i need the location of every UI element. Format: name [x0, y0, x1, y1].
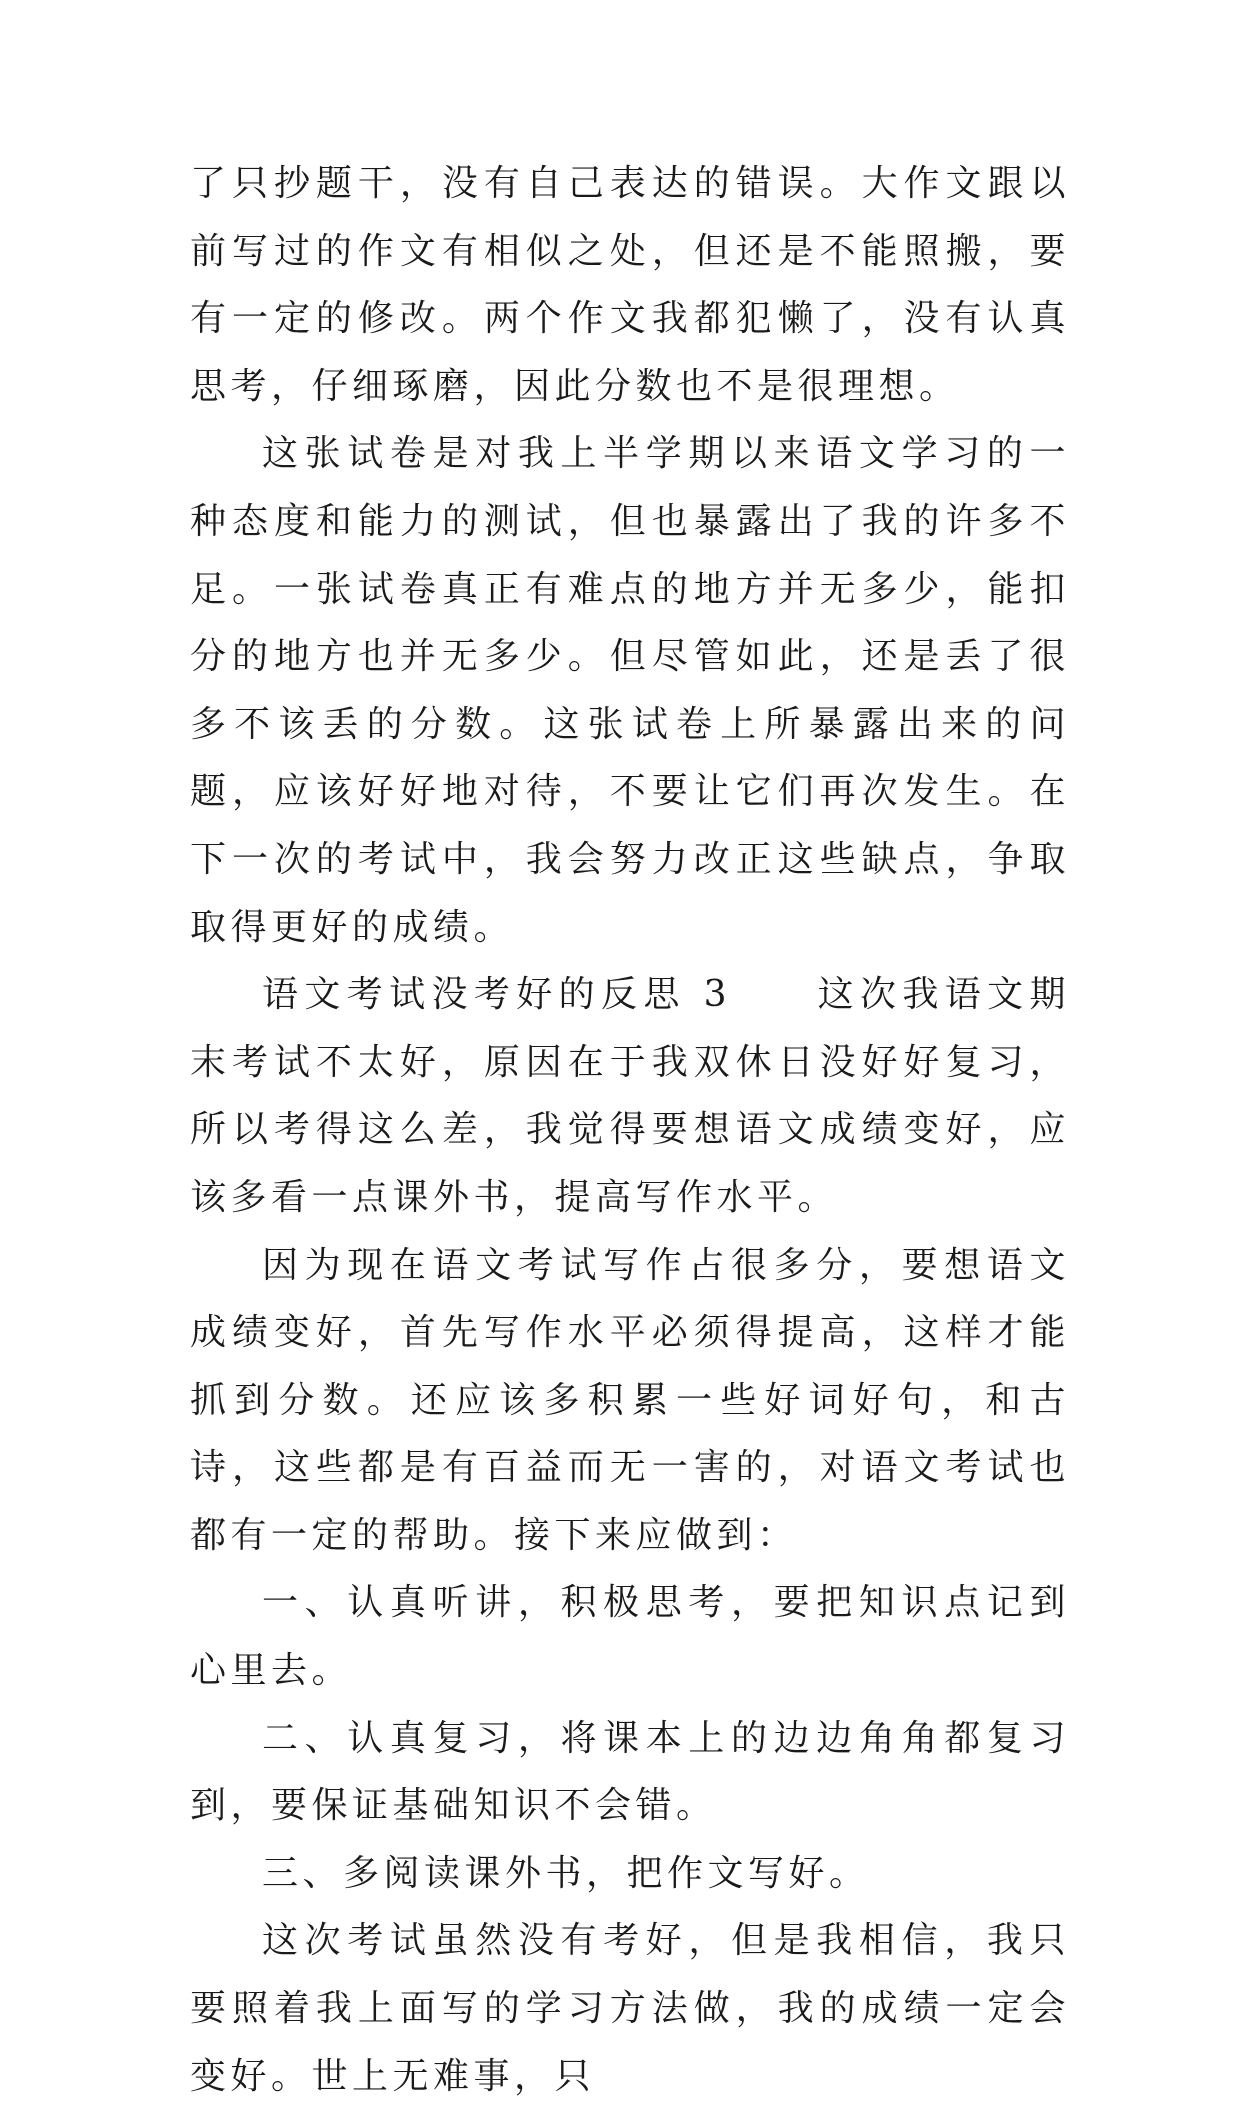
paragraph-reflection-3: 语文考试没考好的反思 3 这次我语文期末考试不太好，原因在于我双休日没好好复习，所以考得这么差，我觉得要想语文成绩变好，应该多看一点课外书，提高写作水平。 — [190, 974, 1070, 1218]
paragraph-writing-score: 因为现在语文考试写作占很多分，要想语文成绩变好，首先写作水平必须得提高，这样才能抓到分数。还应该多积累一些好词好句，和古诗，这些都是有百益而无一害的，对语文考试也都有一定的帮助。接下来应做到： — [190, 1244, 1070, 1556]
list-item-1: 一、认真听讲，积极思考，要把知识点记到心里去。 — [190, 1582, 1070, 1692]
paragraph-continuation: 了只抄题干，没有自己表达的错误。大作文跟以前写过的作文有相似之处，但还是不能照搬，要有一定的修改。两个作文我都犯懒了，没有认真思考，仔细琢磨，因此分数也不是很理想。 — [190, 163, 1070, 407]
document-body — [190, 150, 1070, 2110]
paragraph-conclusion: 这次考试虽然没有考好，但是我相信，我只要照着我上面写的学习方法做，我的成绩一定会变好。世上无难事，只 — [190, 1920, 1070, 2097]
paragraph-test-reflection: 这张试卷是对我上半学期以来语文学习的一种态度和能力的测试，但也暴露出了我的许多不足。一张试卷真正有难点的地方并无多少，能扣分的地方也并无多少。但尽管如此，还是丢了很多不该丢的分数。这张试卷上所暴露出来的问题，应该好好地对待，不要让它们再次发生。在下一次的考试中，我会努力改正这些缺点，争取取得更好的成绩。 — [190, 433, 1070, 948]
list-item-3: 三、多阅读课外书，把作文写好。 — [262, 1852, 870, 1894]
list-item-2: 二、认真复习，将课本上的边边角角都复习到，要保证基础知识不会错。 — [190, 1717, 1070, 1827]
